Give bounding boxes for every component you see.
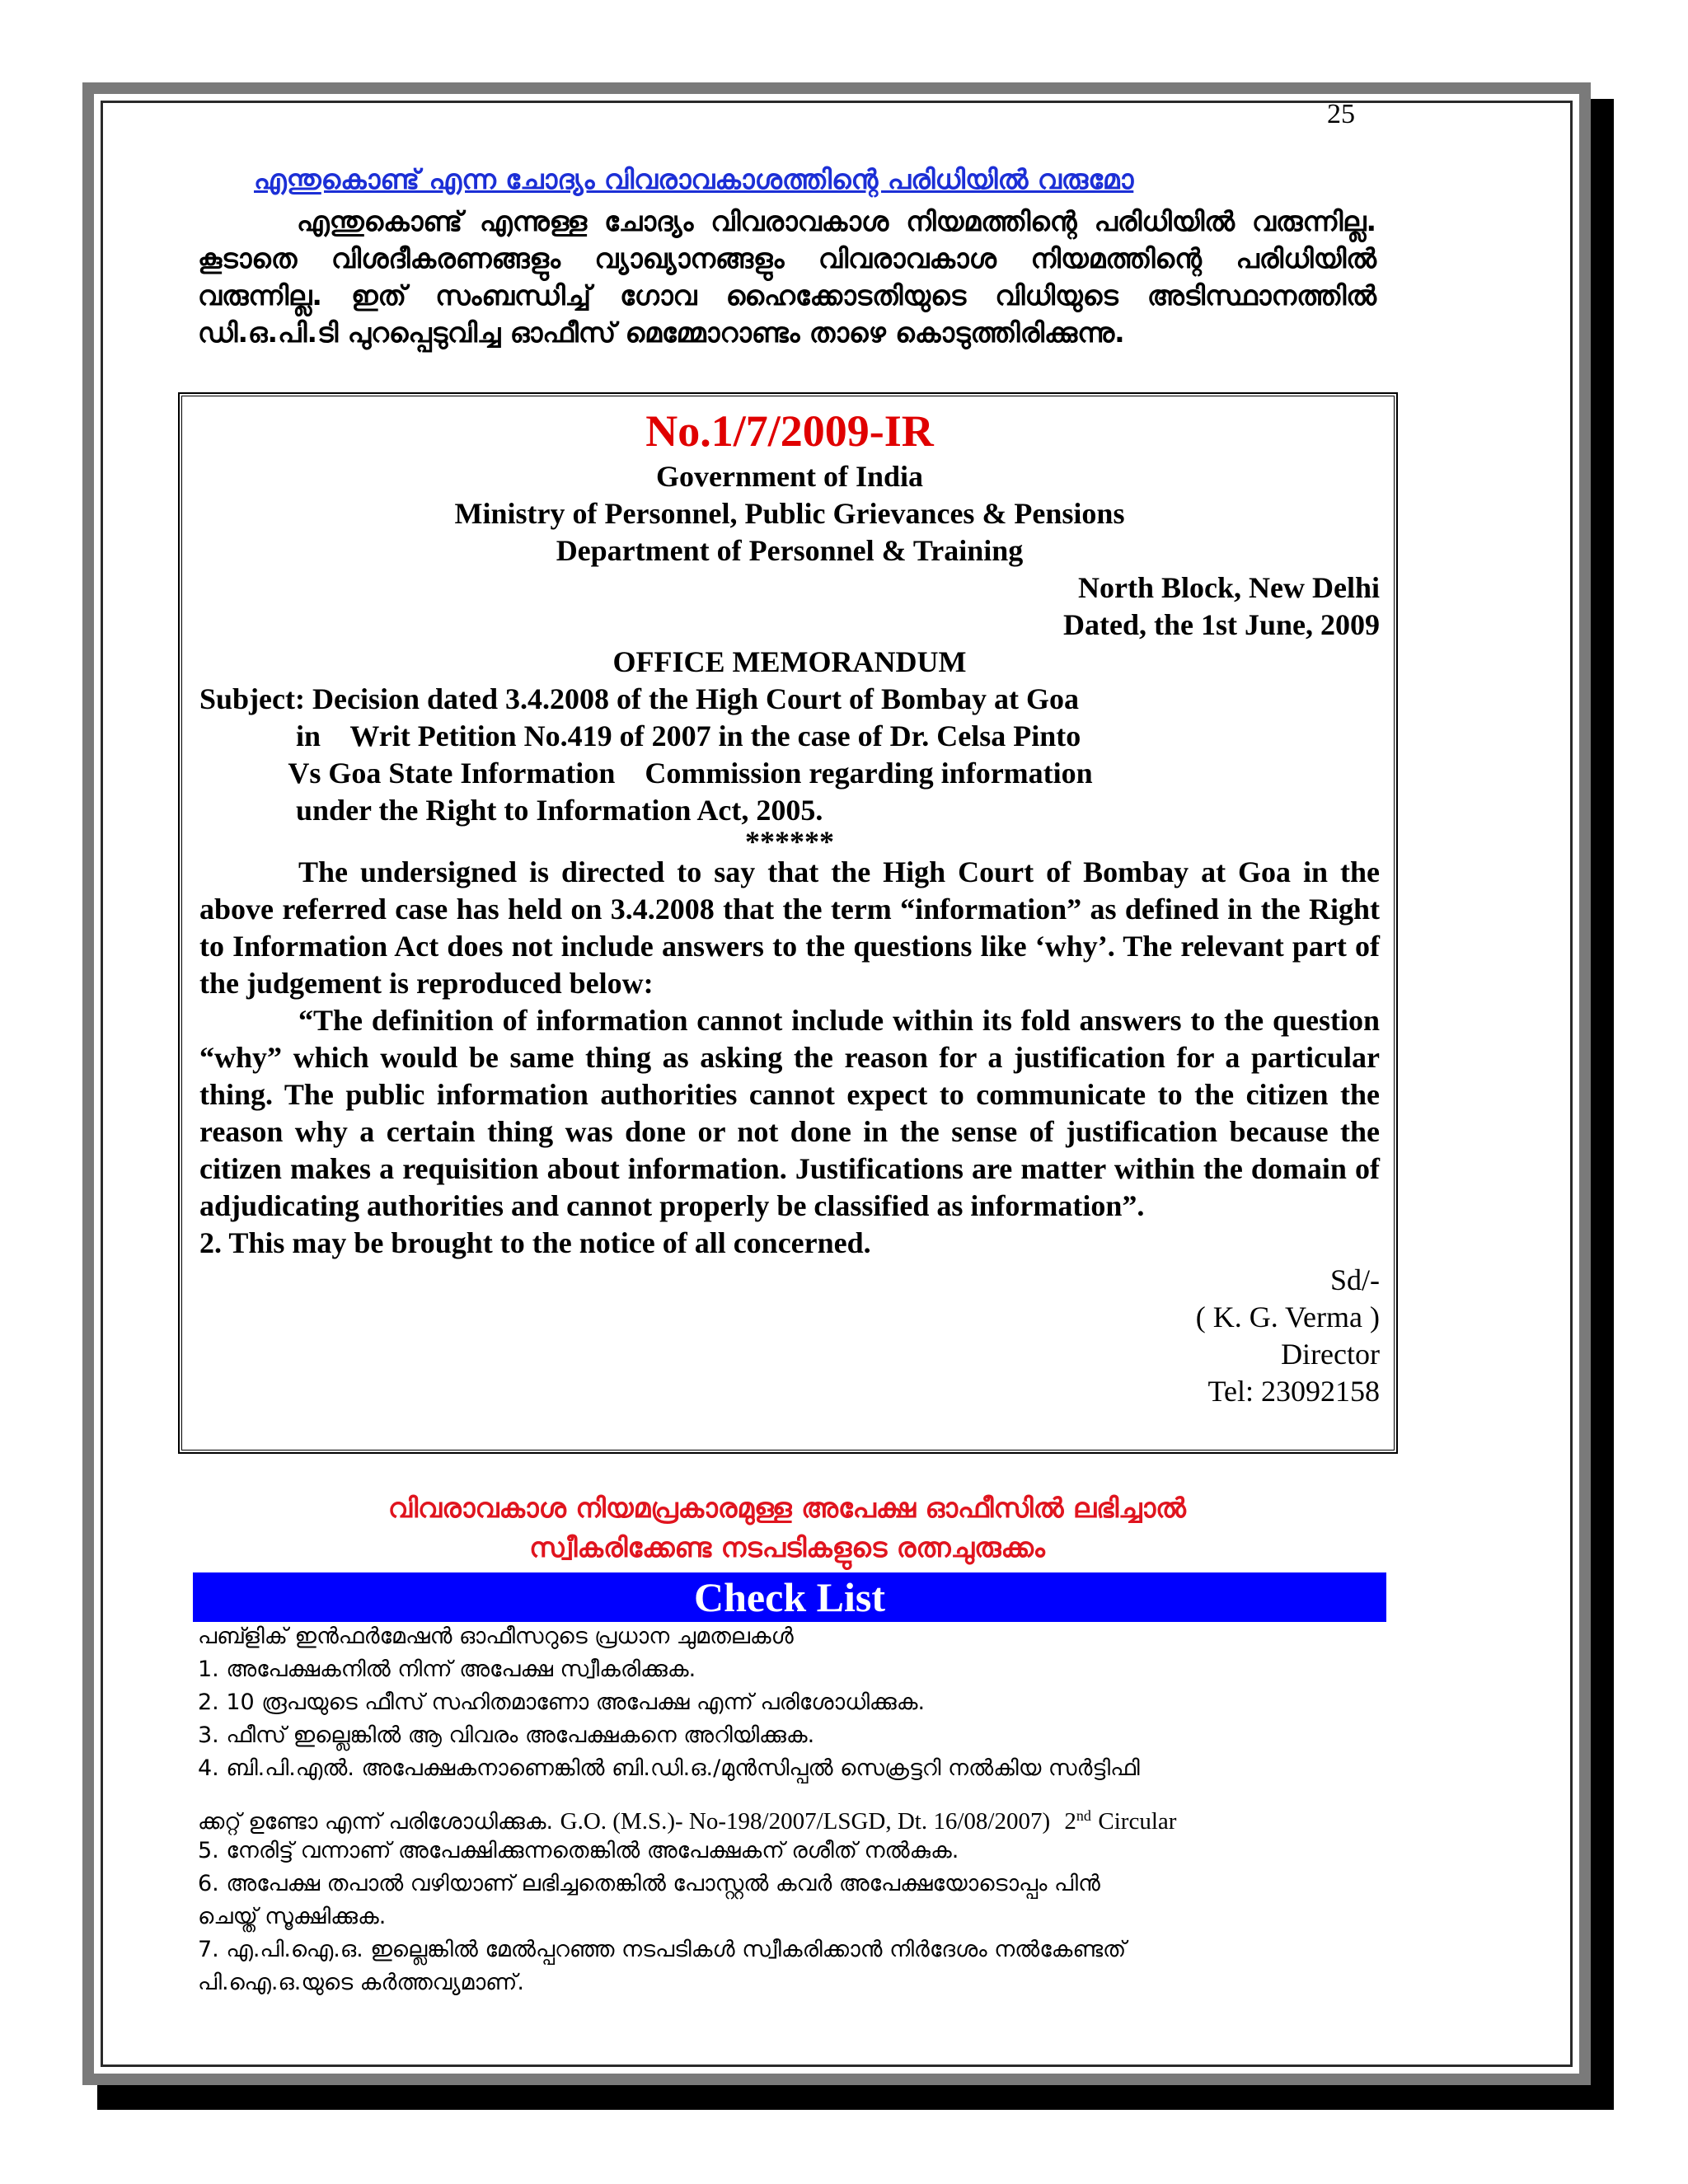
checklist-title-bar: Check List (193, 1572, 1386, 1622)
memo-paragraph-2: 2. This may be brought to the notice of all concerned. (199, 1226, 871, 1259)
memo-subject-line: in Writ Petition No.419 of 2007 in the case of Dr. Celsa Pinto (199, 719, 1081, 752)
checklist-item: 6. അപേക്ഷ തപാൽ വഴിയാണ് ലഭിച്ചതെങ്കിൽ പോസ്റ്റൽ കവർ അപേക്ഷയോടൊപ്പം പിൻ (198, 1871, 1100, 1896)
memo-paragraph-1: The undersigned is directed to say that the High Court of Bombay at Goa in the above referred case has held on 3.4.2008 that the term “information” as defined in the Right to Information Act does not include answers to the questions like ‘why’. The relevant part of the judgement is reproduced below: (199, 855, 1380, 1000)
memo-ref-no: No.1/7/2009-IR (645, 406, 934, 456)
page-number: 25 (1327, 99, 1355, 129)
checklist-item: 3. ഫീസ് ഇല്ലെങ്കിൽ ആ വിവരം അപേക്ഷകനെ അറിയിക്കുക. (198, 1722, 815, 1748)
checklist-item: 7. എ.പി.ഐ.ഒ. ഇല്ലെങ്കിൽ മേൽപ്പറഞ്ഞ നടപടികൾ സ്വീകരിക്കാൻ നിർദേശം നൽകേണ്ടത് (198, 1937, 1127, 1962)
intro-paragraph: എന്തുകൊണ്ട് എന്നുള്ള ചോദ്യം വിവരാവകാശ നിയമത്തിന്റെ പരിധിയിൽ വരുന്നില്ല. കൂടാതെ വിശദീകരണങ്ങളും വ്യാഖ്യാനങ്ങളും വിവരാവകാശ നിയമത്തിന്റെ പരിധിയിൽ വരുന്നില്ല. ഇത് സംബന്ധിച്ച് ഗോവ ഹൈക്കോടതിയുടെ വിധിയുടെ അടിസ്ഥാനത്തിൽ ഡി.ഒ.പി.ടി പുറപ്പെടുവിച്ച ഓഫീസ് മെമ്മോറാണ്ടം താഴെ കൊടുത്തിരിക്കുന്നു. (198, 205, 1376, 349)
checklist-circular-suffix: nd (1076, 1807, 1091, 1824)
memo-body (199, 404, 1380, 1410)
memo-date: Dated, the 1st June, 2009 (1063, 608, 1380, 641)
procedure-heading (198, 1488, 1376, 1568)
checklist-item: 5. നേരിട്ട് വന്നാണ് അപേക്ഷിക്കുന്നതെങ്കിൽ അപേക്ഷകന് രശീത് നൽകുക. (198, 1838, 959, 1863)
memo-title: OFFICE MEMORANDUM (612, 645, 967, 678)
procedure-heading-line: വിവരാവകാശ നിയമപ്രകാരമുള്ള അപേക്ഷ ഓഫീസിൽ ലഭിച്ചാൽ (388, 1492, 1186, 1524)
memo-signatory: ( K. G. Verma ) (1195, 1301, 1380, 1333)
memo-quote: “The definition of information cannot include within its fold answers to the question “why” which would be same thing as asking the reason for a justification for a particular thing. The public information authorities cannot expect to communicate to the citizen the reason why a certain thing was done or not done in the sense of justification because the citizen makes a requisition about information. Justifications are matter within the domain of adjudicating authorities and cannot properly be classified as information”. (199, 1004, 1380, 1222)
memo-designation: Director (1281, 1338, 1380, 1371)
memo-separator-stars: ****** (745, 825, 834, 858)
memo-signed: Sd/- (1329, 1263, 1380, 1296)
checklist-intro: പബ്ളിക് ഇൻഫർമേഷൻ ഓഫീസറുടെ പ്രധാന ചുമതലകൾ (198, 1624, 794, 1649)
checklist-item-continued (198, 1797, 1385, 1835)
checklist-government-order: G.O. (M.S.)- No-198/2007/LSGD, Dt. 16/08/2007) (560, 1808, 1051, 1835)
checklist-circular-number: 2 (1064, 1808, 1076, 1835)
checklist-item-continued: പി.ഐ.ഒ.യുടെ കർത്തവ്യമാണ്. (198, 1970, 524, 1995)
checklist (198, 1620, 1385, 1999)
memo-ministry: Ministry of Personnel, Public Grievances & Pensions (454, 497, 1125, 530)
question-heading: എന്തുകൊണ്ട് എന്ന ചോദ്യം വിവരാവകാശത്തിന്റെ പരിധിയിൽ വരുമോ (254, 163, 1134, 195)
checklist-item-continued: ചെയ്ത് സൂക്ഷിക്കുക. (198, 1904, 387, 1929)
procedure-heading-line: സ്വീകരിക്കേണ്ട നടപടികളുടെ രത്നചുരുക്കം (529, 1531, 1045, 1563)
memo-subject-line: Subject: Decision dated 3.4.2008 of the High Court of Bombay at Goa (199, 682, 1079, 715)
memo-place: North Block, New Delhi (1078, 571, 1380, 604)
checklist-item-4-text: ക്കറ്റ് ഉണ്ടോ എന്ന് പരിശോധിക്കുക. (198, 1809, 554, 1835)
memo-government: Government of India (656, 460, 923, 493)
memo-subject-line: under the Right to Information Act, 2005. (199, 794, 823, 827)
checklist-item: 2. 10 രൂപയുടെ ഫീസ് സഹിതമാണോ അപേക്ഷ എന്ന് പരിശോധിക്കുക. (198, 1690, 926, 1715)
checklist-item: 1. അപേക്ഷകനിൽ നിന്ന് അപേക്ഷ സ്വീകരിക്കുക. (198, 1657, 696, 1682)
memo-subject-line: Vs Goa State Information Commission regarding information (199, 757, 1093, 790)
checklist-item: 4. ബി.പി.എൽ. അപേക്ഷകനാണെങ്കിൽ ബി.ഡി.ഒ./മുൻസിപ്പൽ സെക്രട്ടറി നൽകിയ സർട്ടിഫി (198, 1755, 1140, 1781)
office-memorandum-box (178, 392, 1398, 1454)
memo-department: Department of Personnel & Training (556, 534, 1024, 567)
checklist-circular-label: Circular (1098, 1808, 1177, 1835)
memo-telephone: Tel: 23092158 (1207, 1375, 1380, 1408)
